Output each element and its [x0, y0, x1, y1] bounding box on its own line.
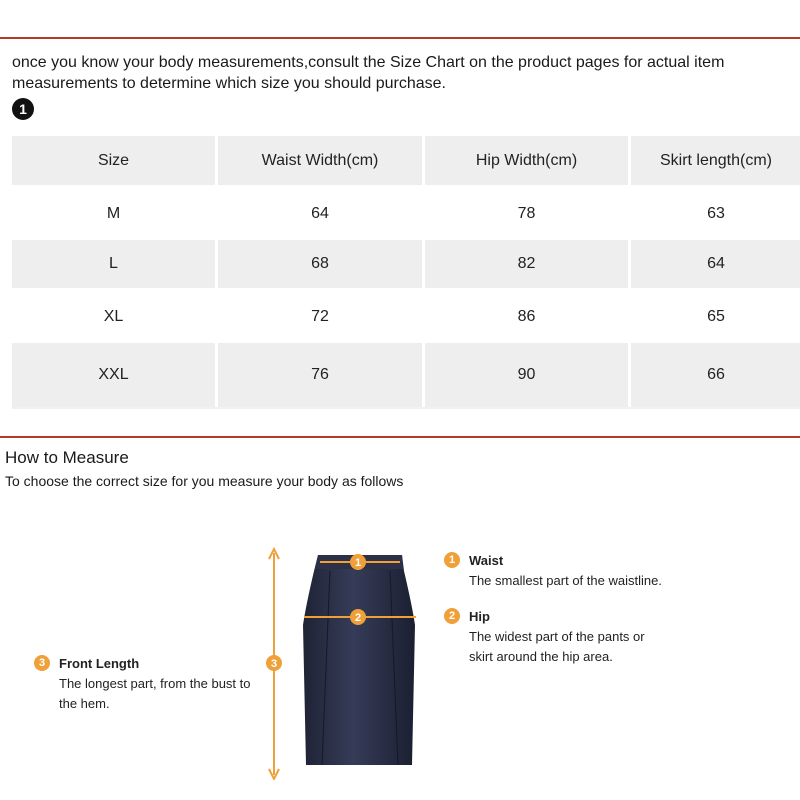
step-badge: 1: [12, 98, 34, 120]
hip-number-badge: 2: [444, 608, 460, 624]
header-hip: Hip Width(cm): [425, 136, 628, 185]
waist-title: Waist: [469, 552, 504, 568]
hip-cell: 86: [425, 291, 628, 343]
section-divider: [0, 436, 800, 438]
top-divider: [0, 37, 800, 39]
table-row: [12, 291, 800, 343]
size-cell: M: [12, 188, 215, 240]
intro-text: once you know your body measurements,consult the Size Chart on the product pages for actual item measurements to determine which size you should purchase.: [12, 54, 725, 92]
table-row: [12, 188, 800, 240]
header-length: Skirt length(cm): [631, 136, 800, 185]
legend-waist: [444, 552, 662, 591]
how-to-measure-subtitle: To choose the correct size for you measure your body as follows: [5, 473, 404, 489]
front-length-description-line: the hem.: [59, 696, 110, 711]
table-header-row: [12, 136, 800, 185]
legend-hip: [444, 608, 645, 667]
svg-text:2: 2: [354, 612, 362, 624]
table-row: [12, 240, 800, 288]
length-cell: 65: [631, 291, 800, 343]
hip-description-line: skirt around the hip area.: [469, 649, 613, 664]
legend-front-length: [34, 655, 251, 714]
waist-cell: 76: [218, 343, 422, 407]
size-cell: XXL: [12, 343, 215, 407]
waist-number-badge: 1: [444, 552, 460, 568]
size-chart-table: [12, 136, 800, 407]
length-cell: 66: [631, 343, 800, 407]
waist-marker: [350, 554, 366, 570]
hip-description-line: The widest part of the pants or: [469, 629, 645, 644]
skirt-body: [303, 555, 415, 765]
front-length-title: Front Length: [59, 655, 140, 671]
waist-description: The smallest part of the waistline.: [469, 573, 662, 588]
length-cell: 64: [631, 240, 800, 288]
size-cell: L: [12, 240, 215, 288]
hip-title: Hip: [469, 608, 490, 624]
front-length-number-badge: 3: [34, 655, 50, 671]
hip-cell: 90: [425, 343, 628, 407]
waist-cell: 68: [218, 240, 422, 288]
size-cell: XL: [12, 291, 215, 343]
table-row: [12, 343, 800, 407]
waist-cell: 64: [218, 188, 422, 240]
length-cell: 63: [631, 188, 800, 240]
hip-cell: 78: [425, 188, 628, 240]
front-length-marker: [266, 655, 282, 671]
waist-cell: 72: [218, 291, 422, 343]
svg-text:1: 1: [354, 557, 362, 569]
hip-cell: 82: [425, 240, 628, 288]
table-bottom-fade: [12, 407, 800, 409]
svg-text:3: 3: [270, 658, 278, 670]
hip-marker: [350, 609, 366, 625]
how-to-measure-title: How to Measure: [5, 448, 129, 467]
header-size: Size: [12, 136, 215, 185]
skirt-diagram: [260, 545, 430, 780]
header-waist: Waist Width(cm): [218, 136, 422, 185]
front-length-description-line: The longest part, from the bust to: [59, 676, 251, 691]
